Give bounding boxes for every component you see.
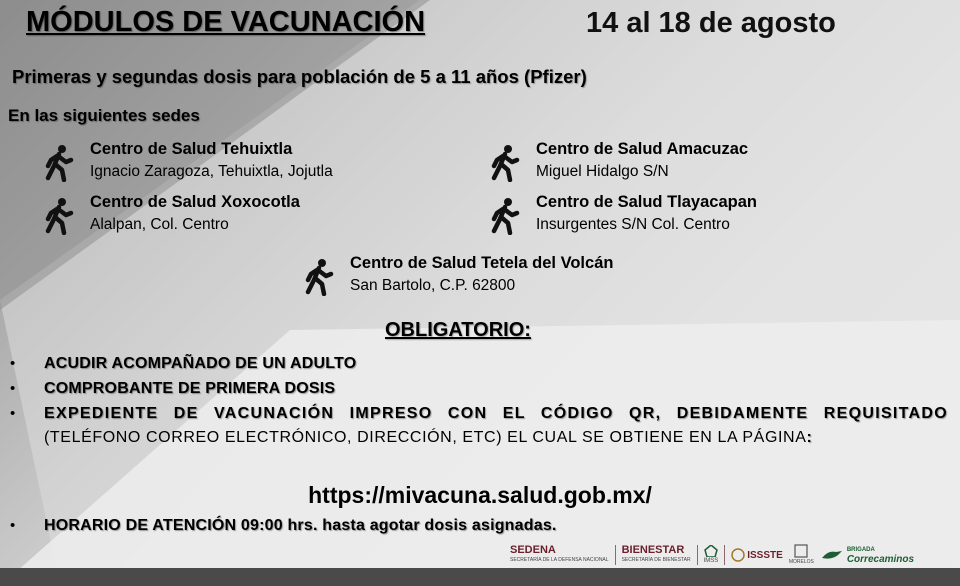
date-range: 14 al 18 de agosto — [586, 7, 836, 39]
site-address: Ignacio Zaragoza, Tehuixtla, Jojutla — [90, 163, 333, 180]
bullet: • — [10, 355, 16, 372]
vaccination-url[interactable]: https://mivacuna.salud.gob.mx/ — [308, 482, 652, 508]
logo-divider — [697, 545, 698, 565]
morelos-text: MORELOS — [788, 559, 814, 565]
list-item — [10, 402, 948, 450]
list-item — [10, 377, 948, 401]
sedena-subtext: SECRETARÍA DE LA DEFENSA NACIONAL — [510, 557, 609, 563]
imss-logo — [704, 545, 719, 566]
bienestar-subtext: SECRETARÍA DE BIENESTAR — [621, 557, 691, 563]
brigada-correcaminos-logo — [820, 546, 914, 564]
requirement-text: HORARIO DE ATENCIÓN 09:00 hrs. hasta agotar dosis asignadas. — [44, 517, 557, 534]
logo-divider — [724, 545, 725, 565]
footer-logos — [510, 542, 960, 568]
subtitle: Primeras y segundas dosis para población de 5 a 11 años (Pfizer) — [12, 66, 587, 87]
sedena-text: SEDENA — [510, 544, 556, 556]
requirements-list-end — [10, 514, 948, 539]
imss-emblem-icon — [704, 545, 718, 557]
bienestar-logo — [622, 545, 691, 565]
logo-divider — [615, 545, 616, 565]
site-address: Miguel Hidalgo S/N — [536, 163, 669, 180]
issste-text: ISSSTE — [747, 549, 783, 561]
morelos-seal-icon — [794, 544, 808, 558]
brigada-text: BRIGADA — [846, 547, 875, 553]
requirement-text: ACUDIR ACOMPAÑADO DE UN ADULTO — [44, 355, 357, 372]
site-name: Centro de Salud Xoxocotla — [90, 193, 300, 211]
sedena-logo — [510, 545, 609, 565]
requirement-text-detail: (TELÉFONO CORREO ELECTRÓNICO, DIRECCIÓN, ETC) EL CUAL SE OBTIENE EN LA PÁGINA — [44, 429, 807, 446]
site-name: Centro de Salud Tehuixtla — [90, 140, 293, 158]
bullet: • — [10, 405, 16, 422]
requirement-text-bold: EXPEDIENTE DE VACUNACIÓN IMPRESO CON EL CÓDIGO QR, DEBIDAMENTE REQUISITADO — [44, 405, 948, 422]
issste-emblem-icon — [731, 548, 745, 562]
walking-person-icon — [42, 144, 74, 182]
site-address: San Bartolo, C.P. 62800 — [350, 277, 516, 294]
site-name: Centro de Salud Tlayacapan — [536, 193, 757, 211]
sedes-heading: En las siguientes sedes — [8, 106, 200, 125]
bullet: • — [10, 380, 16, 397]
page-title: MÓDULOS DE VACUNACIÓN — [26, 6, 426, 38]
list-item — [10, 514, 948, 538]
walking-person-icon — [42, 197, 74, 235]
list-item — [10, 352, 948, 376]
footer-bar — [0, 568, 960, 586]
site-address: Insurgentes S/N Col. Centro — [536, 216, 730, 233]
bienestar-text: BIENESTAR — [621, 544, 685, 556]
bullet: • — [10, 517, 16, 534]
imss-text: IMSS — [703, 557, 719, 564]
site-address: Alalpan, Col. Centro — [90, 216, 229, 233]
issste-logo — [731, 548, 783, 562]
morelos-logo — [789, 544, 814, 566]
requirements-list — [10, 352, 948, 451]
site-name: Centro de Salud Amacuzac — [536, 140, 749, 158]
correcaminos-text: Correcaminos — [846, 554, 915, 565]
site-name: Centro de Salud Tetela del Volcán — [350, 254, 614, 272]
walking-person-icon — [488, 197, 520, 235]
walking-person-icon — [488, 144, 520, 182]
requirement-text: COMPROBANTE DE PRIMERA DOSIS — [44, 380, 336, 397]
requirement-colon: : — [806, 429, 814, 446]
roadrunner-icon — [820, 548, 844, 562]
walking-person-icon — [302, 258, 334, 296]
obligatorio-heading: OBLIGATORIO: — [385, 319, 531, 341]
